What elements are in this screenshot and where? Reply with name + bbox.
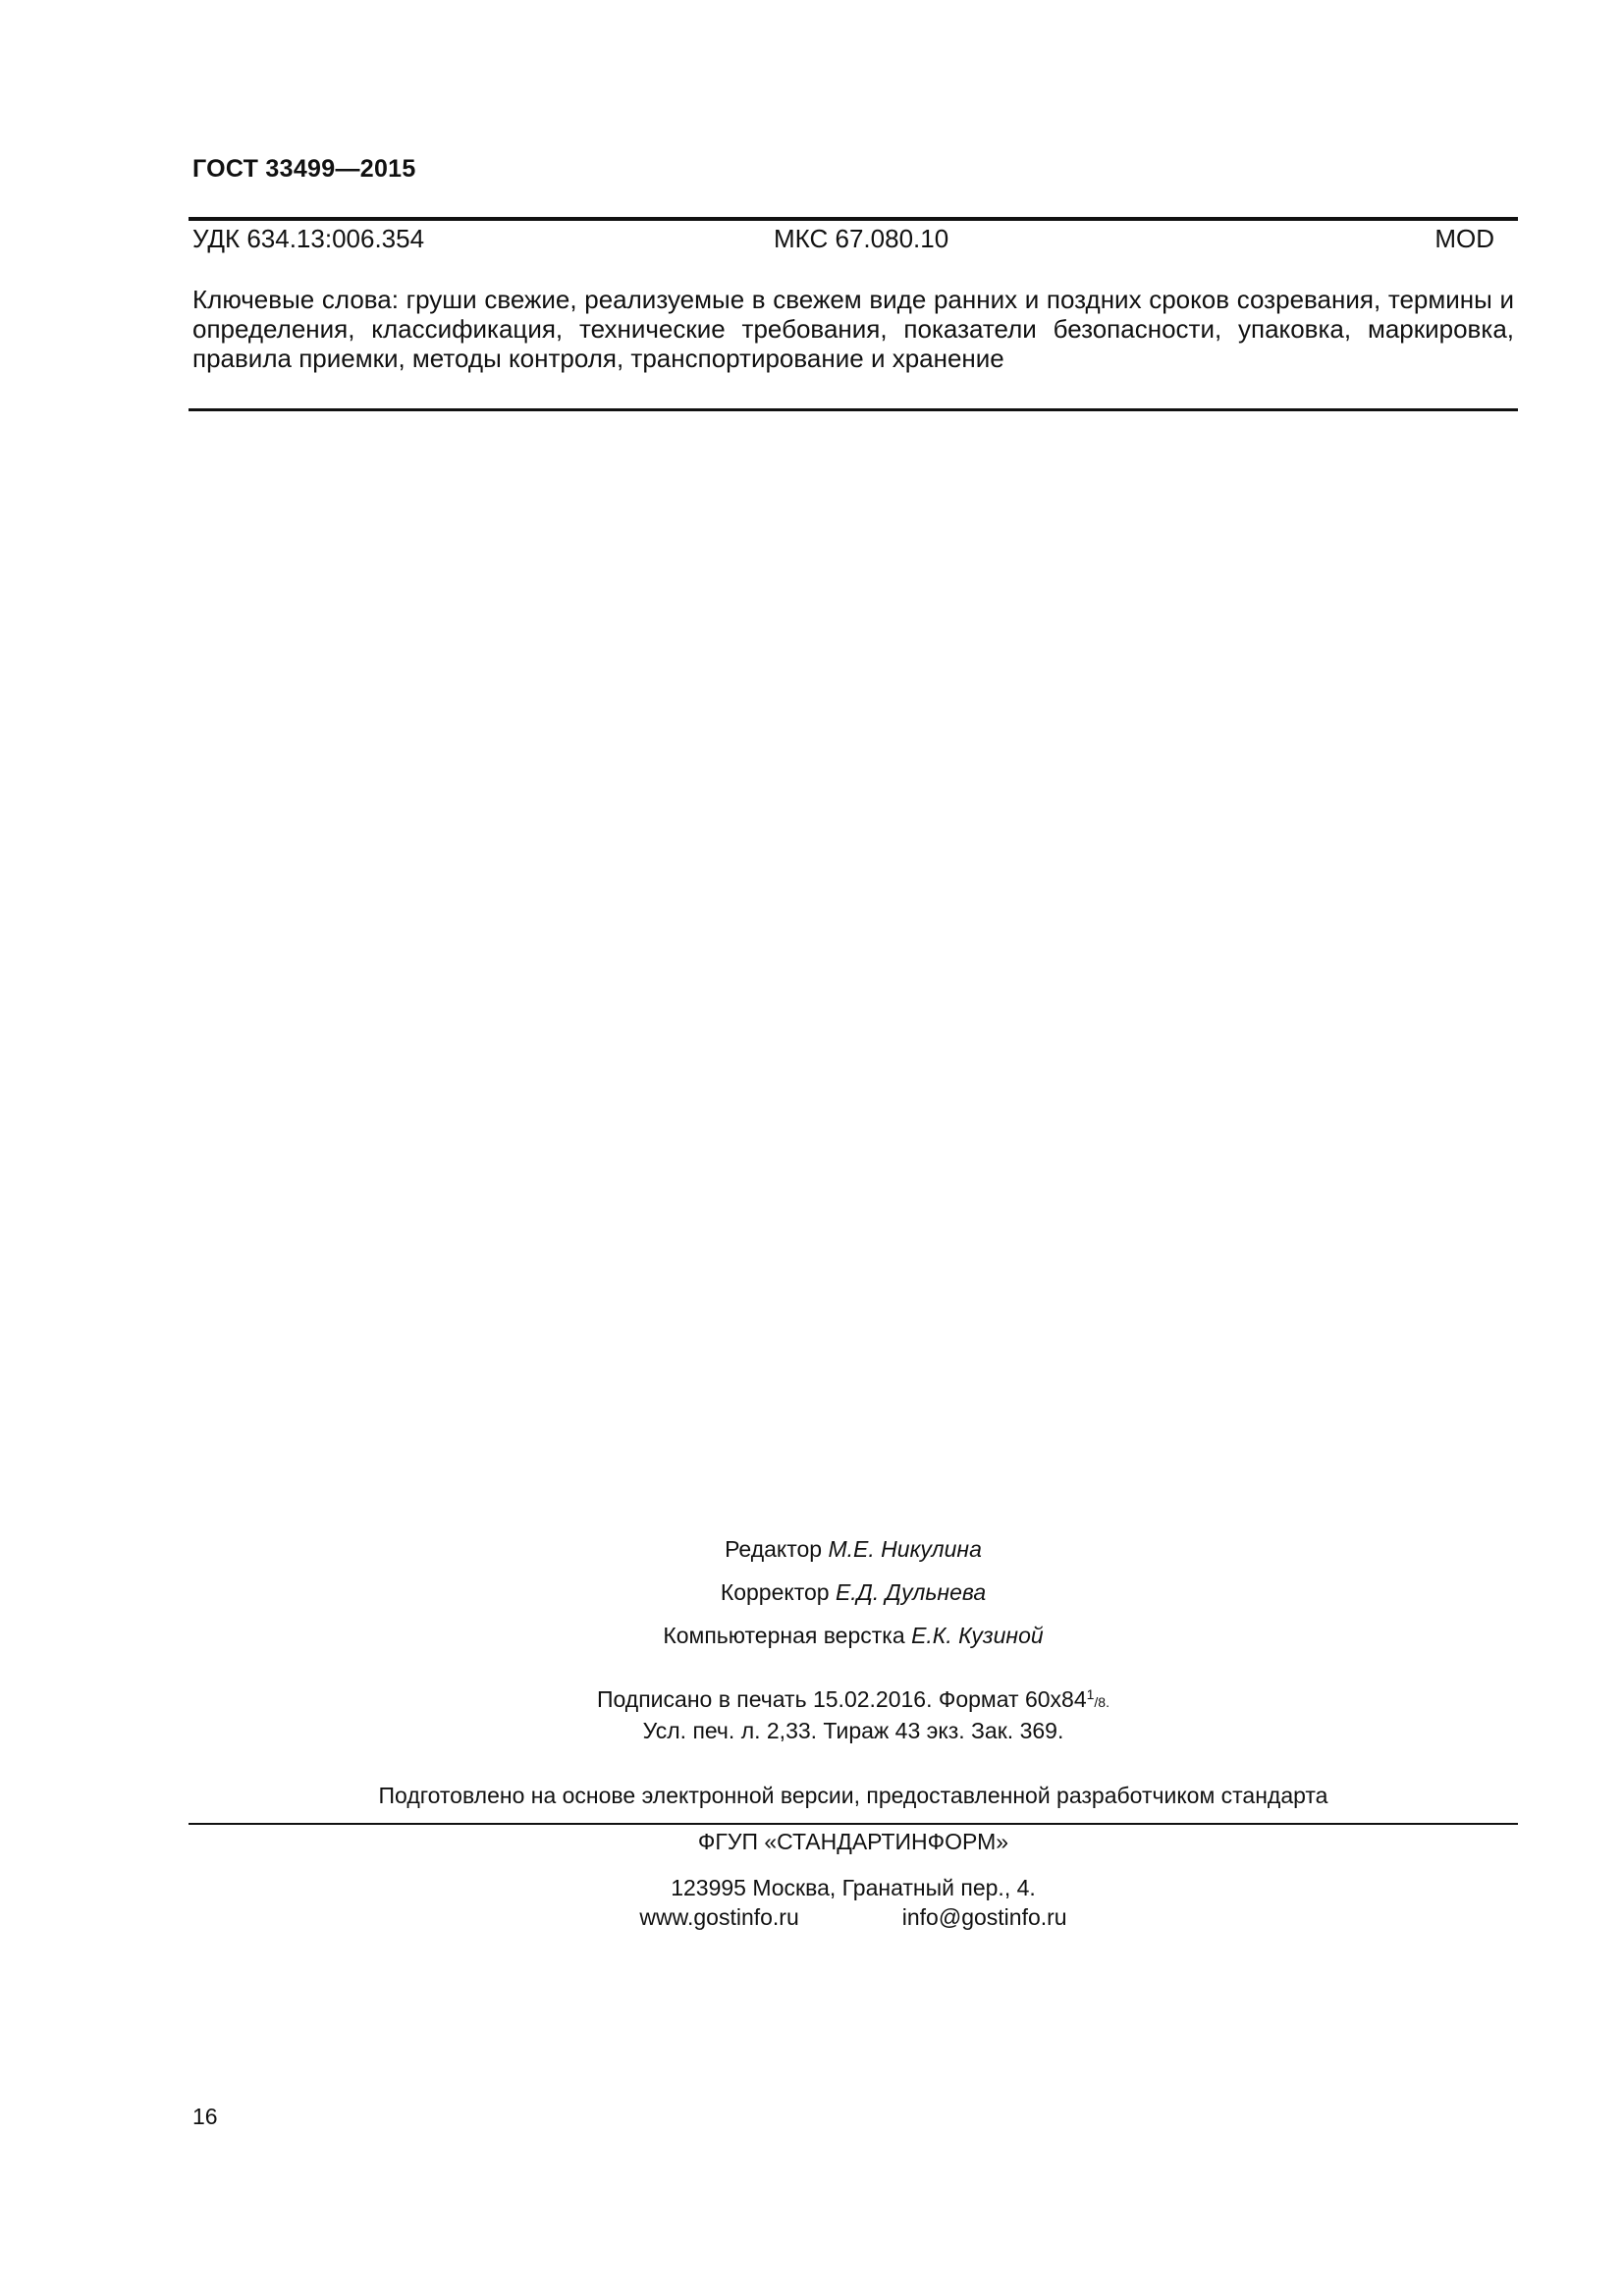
keywords-paragraph: Ключевые слова: груши свежие, реализуемые в свежем виде ранних и поздних сроков созревания, термины и определения, классификация, технические требования, показатели безопасности, упаковка, маркировка, правила приемки, методы контроля, транспортирование и хранение xyxy=(192,285,1514,373)
prepared-note: Подготовлено на основе электронной версии, предоставленной разработчиком стандарта xyxy=(378,1783,1328,1808)
layout-name: Е.К. Кузиной xyxy=(911,1623,1044,1648)
layout-label: Компьютерная верстка xyxy=(663,1623,905,1648)
editor-label: Редактор xyxy=(725,1536,823,1562)
publisher-address: 123995 Москва, Гранатный пер., 4. xyxy=(671,1875,1036,1900)
email-link[interactable]: info@gostinfo.ru xyxy=(901,1904,1067,1930)
document-header-title: ГОСТ 33499—2015 xyxy=(192,155,416,183)
layout-line xyxy=(189,1623,1518,1649)
keywords-divider xyxy=(189,408,1518,411)
website-link[interactable]: www.gostinfo.ru xyxy=(639,1904,799,1930)
contacts-line xyxy=(189,1904,1518,1931)
editor-line xyxy=(189,1536,1518,1563)
format-fraction: /8. xyxy=(1094,1694,1109,1710)
signed-line xyxy=(189,1686,1518,1713)
top-divider xyxy=(189,217,1518,221)
udk-code: УДК 634.13:006.354 xyxy=(192,224,425,253)
classification-row xyxy=(192,224,1494,254)
signed-text: Подписано в печать 15.02.2016. Формат 60х84 xyxy=(596,1686,1087,1712)
page-number: 16 xyxy=(192,2104,218,2129)
mks-code: МКС 67.080.10 xyxy=(774,224,949,253)
corrector-label: Корректор xyxy=(720,1579,830,1605)
publisher-name: ФГУП «СТАНДАРТИНФОРМ» xyxy=(697,1829,1009,1854)
format-superscript: 1 xyxy=(1086,1686,1095,1702)
editor-name: М.Е. Никулина xyxy=(828,1536,982,1562)
print-info-line: Усл. печ. л. 2,33. Тираж 43 экз. Зак. 369. xyxy=(642,1718,1064,1743)
corrector-name: Е.Д. Дульнева xyxy=(835,1579,987,1605)
publisher-divider xyxy=(189,1823,1518,1825)
corrector-line xyxy=(189,1579,1518,1606)
mod-label: MOD xyxy=(1434,224,1494,253)
